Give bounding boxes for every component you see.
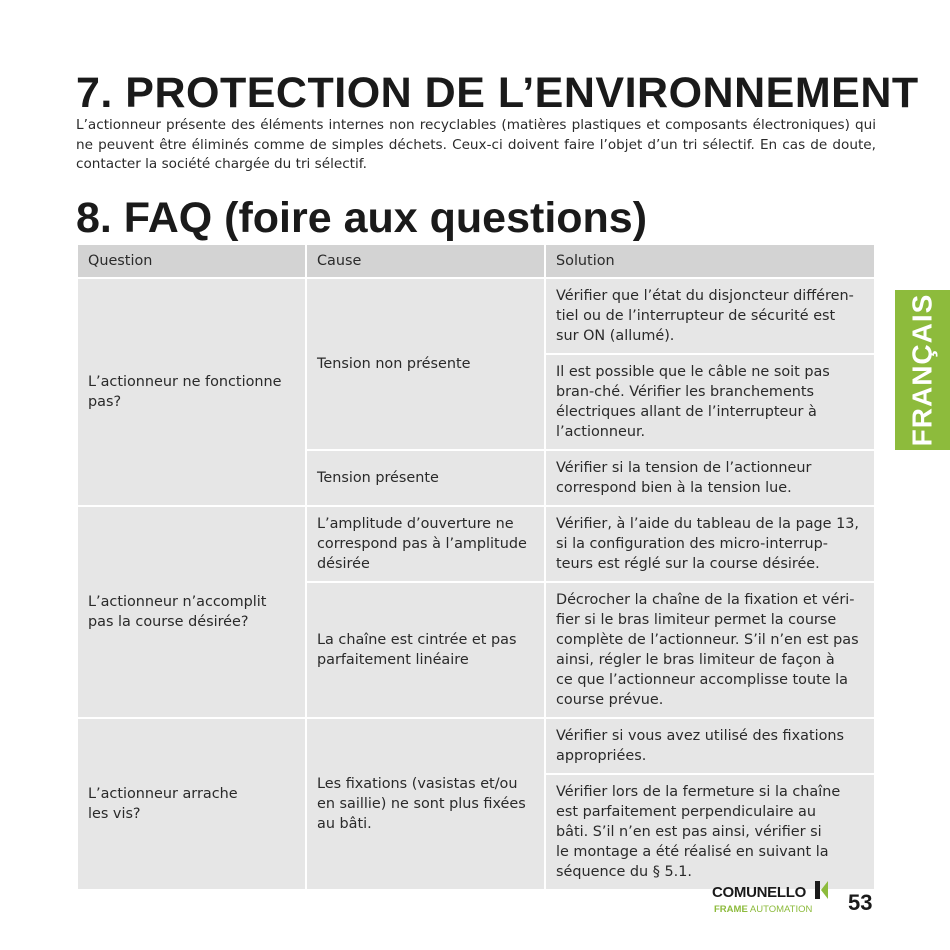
solution-cell: Vérifier si vous avez utilisé des fixations appropriées. (545, 718, 875, 774)
table-row (77, 718, 875, 774)
header-cause: Cause (306, 244, 545, 278)
language-tab (895, 290, 950, 450)
header-solution: Solution (545, 244, 875, 278)
table-row (77, 506, 875, 582)
solution-cell: Vérifier, à l’aide du tableau de la page 13, si la configuration des micro-interrup- teurs est réglé sur la course désirée. (545, 506, 875, 582)
language-tab-label: FRANÇAIS (906, 293, 938, 447)
question-cell: L’actionneur arrache les vis? (77, 718, 306, 890)
cause-cell: Les fixations (vasistas et/ou en saillie) ne sont plus fixées au bâti. (306, 718, 545, 890)
brand-mark-icon (815, 881, 829, 899)
brand-tagline: FRAME AUTOMATION (714, 904, 813, 915)
solution-cell: Vérifier lors de la fermeture si la chaîne est parfaitement perpendiculaire au bâti. S’il n’en est pas ainsi, vérifier si le montage a été réalisé en suivant la séquence du § 5.1. (545, 774, 875, 890)
header-question: Question (77, 244, 306, 278)
question-cell: L’actionneur ne fonctionne pas? (77, 278, 306, 506)
solution-cell: Vérifier que l’état du disjoncteur différen- tiel ou de l’interrupteur de sécurité est sur ON (allumé). (545, 278, 875, 354)
solution-cell: Il est possible que le câble ne soit pas bran-ché. Vérifier les branchements électriques allant de l’interrupteur à l’actionneur. (545, 354, 875, 450)
section-8-title: 8. FAQ (foire aux questions) (76, 194, 648, 242)
cause-cell: Tension présente (306, 450, 545, 506)
page-number: 53 (848, 890, 873, 915)
brand-name: COMUNELLO (712, 884, 806, 901)
cause-cell: L’amplitude d’ouverture ne correspond pas à l’amplitude désirée (306, 506, 545, 582)
question-cell: L’actionneur n’accomplit pas la course désirée? (77, 506, 306, 718)
table-row (77, 278, 875, 354)
brand-logo (712, 880, 832, 920)
section-7-title: 7. PROTECTION DE L’ENVIRONNEMENT (76, 69, 919, 117)
solution-cell: Vérifier si la tension de l’actionneur correspond bien à la tension lue. (545, 450, 875, 506)
table-header-row (77, 244, 875, 278)
solution-cell: Décrocher la chaîne de la fixation et véri- fier si le bras limiteur permet la course complète de l’actionneur. S’il n’en est pas ainsi, régler le bras limiteur de façon à ce que l’actionneur accomplisse toute la course prévue. (545, 582, 875, 718)
cause-cell: Tension non présente (306, 278, 545, 450)
cause-cell: La chaîne est cintrée et pas parfaitement linéaire (306, 582, 545, 718)
section-7-text: L’actionneur présente des éléments internes non recyclables (matières plastiques et composants électroniques) qui ne peuvent être éliminés comme de simples déchets. Ceux-ci doivent faire l’objet d’un tri sélectif. En cas de doute, contacter la société chargée du tri sélectif. (76, 117, 876, 172)
faq-table (76, 243, 876, 891)
